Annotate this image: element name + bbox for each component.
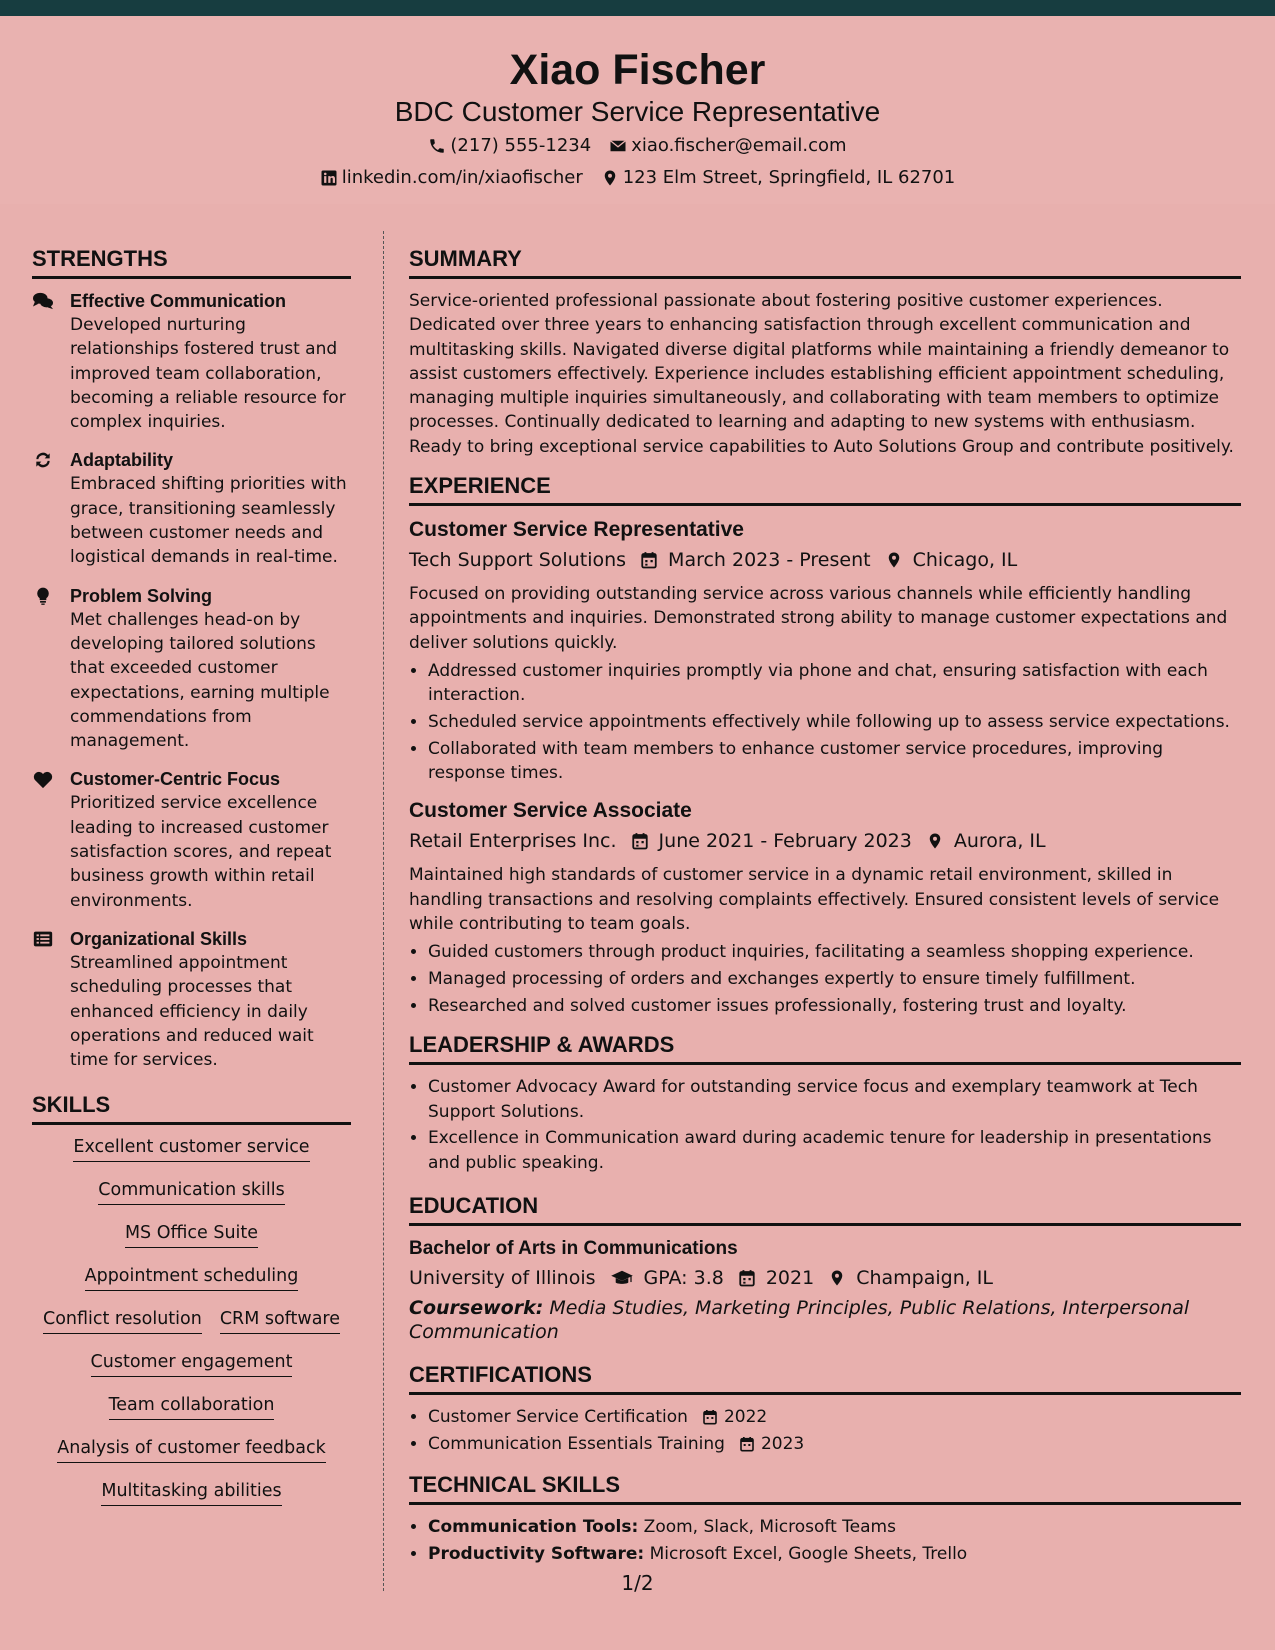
- skill-tag: CRM software: [220, 1307, 340, 1334]
- job-meta: [409, 827, 1241, 855]
- job-dates: March 2023 - Present: [668, 549, 871, 572]
- education-heading: EDUCATION: [409, 1191, 1241, 1226]
- skill-tag: Analysis of customer feedback: [57, 1436, 325, 1463]
- linkedin-text: linkedin.com/in/xiaofischer: [341, 167, 583, 188]
- certification-item: [428, 1432, 1241, 1456]
- lightbulb-icon: [32, 586, 54, 606]
- strength-item: [32, 584, 351, 754]
- skills-list: [32, 1135, 351, 1506]
- calendar-icon: [640, 551, 658, 569]
- map-marker-icon: [885, 551, 903, 569]
- strength-desc: Streamlined appointment scheduling processes that enhanced efficiency in daily operations and reduced wait time for services.: [70, 952, 314, 1071]
- candidate-role: BDC Customer Service Representative: [394, 96, 881, 127]
- job-company: Retail Enterprises Inc.: [409, 830, 617, 853]
- job-meta: [409, 546, 1241, 574]
- contact-row-1: [0, 134, 1275, 158]
- technical-skill-item: [428, 1542, 1241, 1566]
- top-bar: [0, 0, 1275, 16]
- strength-title: Organizational Skills: [70, 928, 248, 949]
- summary-heading: SUMMARY: [409, 244, 1241, 279]
- strength-item: [32, 927, 351, 1072]
- graduation-year: 2021: [765, 1266, 815, 1289]
- phone-icon: [428, 137, 446, 155]
- graduation-cap-icon: [610, 1269, 634, 1287]
- skill-tag: Communication skills: [98, 1178, 284, 1205]
- job-bullet: • Managed processing of orders and exchanges expertly to ensure timely fulfillment.: [428, 967, 1241, 991]
- technical-skills-heading: TECHNICAL SKILLS: [409, 1470, 1241, 1505]
- coursework-label: Coursework:: [409, 1296, 544, 1319]
- job-bullet: • Scheduled service appointments effectively while following up to assess service expectations.: [428, 710, 1241, 734]
- contact-row-2: [0, 166, 1275, 190]
- job-entry: [409, 516, 1241, 785]
- skills-heading: SKILLS: [32, 1090, 351, 1125]
- skill-tag: Appointment scheduling: [85, 1264, 299, 1291]
- address-contact: [601, 166, 956, 190]
- certification-year: 2022: [723, 1406, 768, 1427]
- column-divider: [383, 231, 384, 1591]
- award-item: • Customer Advocacy Award for outstanding service focus and exemplary teamwork at Tech Support Solutions.: [428, 1075, 1241, 1124]
- strength-title: Adaptability: [70, 450, 174, 471]
- job-bullet: • Guided customers through product inquiries, facilitating a seamless shopping experience.: [428, 940, 1241, 964]
- strength-title: Effective Communication: [70, 291, 287, 311]
- education-meta: [409, 1264, 1241, 1292]
- skill-tag: Team collaboration: [109, 1393, 275, 1420]
- strengths-heading: STRENGTHS: [32, 244, 351, 279]
- job-bullet: • Researched and solved customer issues professionally, fostering trust and loyalty.: [428, 994, 1241, 1018]
- technical-skill-label: Productivity Software:: [428, 1543, 645, 1564]
- certification-year: 2023: [760, 1433, 805, 1454]
- coursework: [409, 1296, 1241, 1344]
- job-company: Tech Support Solutions: [409, 549, 627, 572]
- calendar-icon: [702, 1409, 718, 1425]
- calendar-icon: [631, 832, 649, 850]
- job-description: Maintained high standards of customer service in a dynamic retail environment, skilled in handling transactions and resolving complaints effectively. Ensured consistent levels of service while contributing to team goals.: [409, 865, 1220, 935]
- awards-list: [409, 1075, 1241, 1175]
- certifications-heading: CERTIFICATIONS: [409, 1360, 1241, 1395]
- strength-title: Customer-Centric Focus: [70, 769, 281, 790]
- certification-name: • Customer Service Certification: [428, 1406, 688, 1427]
- candidate-name: Xiao Fischer: [509, 46, 766, 94]
- comments-icon: [32, 291, 54, 311]
- job-title: Customer Service Representative: [409, 518, 744, 542]
- job-title: Customer Service Associate: [409, 799, 692, 823]
- email-contact[interactable]: [609, 134, 846, 158]
- strength-item: [32, 767, 351, 912]
- awards-heading: LEADERSHIP & AWARDS: [409, 1030, 1241, 1065]
- envelope-icon: [609, 137, 627, 155]
- calendar-icon: [738, 1269, 756, 1287]
- technical-skill-item: [428, 1515, 1241, 1539]
- heart-icon: [32, 769, 54, 789]
- strength-desc: Prioritized service excellence leading to increased customer satisfaction scores, and repeat business growth within retail environments.: [70, 793, 332, 911]
- strength-item: [32, 448, 351, 569]
- job-entry: [409, 797, 1241, 1018]
- school-name: University of Illinois: [409, 1266, 596, 1289]
- job-location: Chicago, IL: [912, 549, 1018, 572]
- left-column: [32, 244, 351, 1522]
- linkedin-contact[interactable]: [320, 166, 583, 190]
- job-bullets: [409, 659, 1241, 785]
- technical-skill-value: Microsoft Excel, Google Sheets, Trello: [649, 1543, 968, 1564]
- job-dates: June 2021 - February 2023: [658, 830, 912, 853]
- page-number: 1/2: [621, 1571, 654, 1595]
- strength-desc: Developed nurturing relationships fostered trust and improved team collaboration, becoming a reliable resource for complex inquiries.: [70, 315, 346, 433]
- right-column: [409, 244, 1241, 1569]
- skill-tag: Conflict resolution: [43, 1307, 202, 1334]
- technical-skill-label: Communication Tools:: [428, 1517, 639, 1538]
- gpa: GPA: 3.8: [643, 1266, 724, 1289]
- experience-heading: EXPERIENCE: [409, 471, 1241, 506]
- job-description: Focused on providing outstanding service across various channels while efficiently handling appointments and inquiries. Demonstrated strong ability to manage customer expectations and deliver solutions quickly.: [409, 584, 1228, 653]
- list-icon: [32, 929, 54, 949]
- technical-skill-value: Zoom, Slack, Microsoft Teams: [643, 1517, 896, 1538]
- coursework-text: Media Studies, Marketing Principles, Public Relations, Interpersonal Communication: [409, 1296, 1190, 1343]
- strength-item: [32, 289, 351, 434]
- degree-title: Bachelor of Arts in Communications: [409, 1237, 738, 1259]
- technical-skills-list: [409, 1515, 1241, 1566]
- skill-tag: Multitasking abilities: [101, 1479, 281, 1506]
- strength-title: Problem Solving: [70, 585, 213, 606]
- phone-text: (217) 555-1234: [450, 135, 592, 156]
- skill-tag: Customer engagement: [91, 1350, 293, 1377]
- phone-contact: [428, 134, 591, 158]
- sync-icon: [32, 450, 54, 470]
- job-bullet: • Collaborated with team members to enhance customer service procedures, improving response times.: [428, 737, 1241, 786]
- certification-name: • Communication Essentials Training: [428, 1433, 725, 1454]
- job-bullets: [409, 940, 1241, 1018]
- address-text: 123 Elm Street, Springfield, IL 62701: [622, 167, 956, 188]
- strength-desc: Met challenges head-on by developing tailored solutions that exceeded customer expectations, earning multiple commendations from management.: [70, 609, 330, 752]
- school-location: Champaign, IL: [856, 1266, 994, 1289]
- certification-item: [428, 1405, 1241, 1429]
- skill-tag: MS Office Suite: [125, 1221, 258, 1248]
- map-marker-icon: [926, 832, 944, 850]
- award-item: • Excellence in Communication award during academic tenure for leadership in presentations and public speaking.: [428, 1126, 1241, 1175]
- linkedin-icon: [320, 169, 338, 187]
- summary-text: Service-oriented professional passionate about fostering positive customer experiences. Dedicated over three years to enhancing satisfaction through excellent communication and multitasking skills. Navigated diverse digital platforms while maintaining a friendly demeanor to assist customers effectively. Experience includes establishing efficient appointment scheduling, managing multiple inquiries simultaneously, and collaborating with team members to optimize processes. Continually dedicated to learning and adapting to new systems with enthusiasm. Ready to bring exceptional service capabilities to Auto Solutions Group and contribute positively.: [409, 291, 1234, 457]
- strength-desc: Embraced shifting priorities with grace, transitioning seamlessly between customer needs and logistical demands in real-time.: [70, 474, 347, 568]
- calendar-icon: [739, 1436, 755, 1452]
- skill-tag: Excellent customer service: [73, 1135, 309, 1162]
- map-marker-icon: [828, 1269, 846, 1287]
- certifications-list: [409, 1405, 1241, 1456]
- job-bullet: • Addressed customer inquiries promptly via phone and chat, ensuring satisfaction with each interaction.: [428, 659, 1241, 708]
- email-text: xiao.fischer@email.com: [631, 135, 847, 156]
- map-marker-icon: [601, 169, 619, 187]
- job-location: Aurora, IL: [953, 830, 1046, 853]
